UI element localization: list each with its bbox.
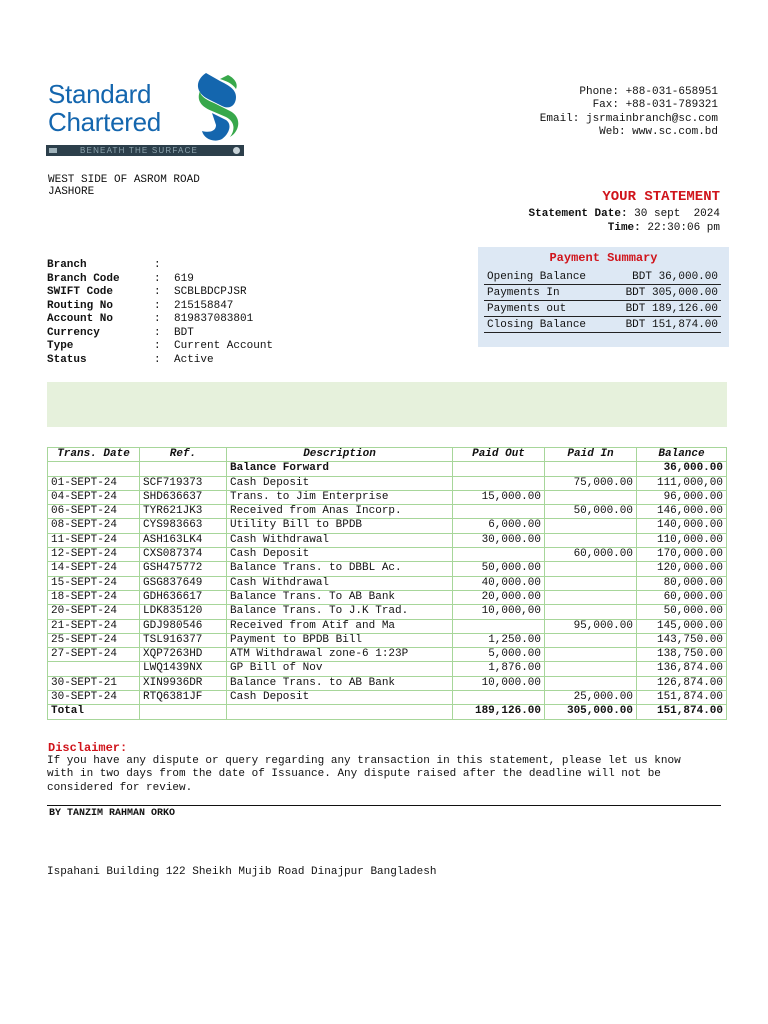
row-paid-out: 1,250.00 xyxy=(453,633,545,647)
table-row xyxy=(48,648,727,662)
total-row xyxy=(48,705,727,719)
row-description: Utility Bill to BPDB xyxy=(227,519,453,533)
row-paid-out: 20,000.00 xyxy=(453,590,545,604)
row-date: 21-SEPT-24 xyxy=(48,619,140,633)
row-ref: GDJ980546 xyxy=(140,619,227,633)
summary-row-in: Payments In BDT 305,000.00 xyxy=(484,285,721,301)
row-date: 30-SEPT-21 xyxy=(48,676,140,690)
row-paid-in xyxy=(545,562,637,576)
row-balance: 170,000.00 xyxy=(637,548,727,562)
row-date: 12-SEPT-24 xyxy=(48,548,140,562)
row-date xyxy=(48,662,140,676)
row-ref: XIN9936DR xyxy=(140,676,227,690)
row-description: Received from Anas Incorp. xyxy=(227,505,453,519)
account-row-account-no: Account No : 819837083801 xyxy=(47,313,254,325)
row-ref: SCF719373 xyxy=(140,476,227,490)
total-paid-in: 305,000.00 xyxy=(545,705,637,719)
row-paid-out: 50,000.00 xyxy=(453,562,545,576)
table-header-row xyxy=(48,448,727,462)
row-paid-out: 30,000.00 xyxy=(453,533,545,547)
row-description: Cash Withdrawal xyxy=(227,533,453,547)
row-balance: 143,750.00 xyxy=(637,633,727,647)
row-description: Trans. to Jim Enterprise xyxy=(227,490,453,504)
row-balance: 50,000.00 xyxy=(637,605,727,619)
transactions-table xyxy=(47,447,727,720)
row-paid-in xyxy=(545,490,637,504)
disclaimer-line-3: considered for review. xyxy=(47,781,193,794)
row-balance: 111,000,00 xyxy=(637,476,727,490)
row-date: 08-SEPT-24 xyxy=(48,519,140,533)
col-header-paid-out: Paid Out xyxy=(453,448,545,462)
col-header-ref: Ref. xyxy=(140,448,227,462)
signed-by: BY TANZIM RAHMAN ORKO xyxy=(49,808,176,819)
row-date: 30-SEPT-24 xyxy=(48,691,140,705)
signature-line xyxy=(47,805,721,806)
statement-time-value: 22:30:06 pm xyxy=(647,222,720,234)
row-paid-in: 75,000.00 xyxy=(545,476,637,490)
row-description: ATM Withdrawal zone-6 1:23P xyxy=(227,648,453,662)
disclaimer-line-1: If you have any dispute or query regarding any transaction in this statement, please let us know xyxy=(47,755,681,767)
row-balance: 146,000.00 xyxy=(637,505,727,519)
row-ref: TSL916377 xyxy=(140,633,227,647)
row-description: Payment to BPDB Bill xyxy=(227,633,453,647)
table-row xyxy=(48,533,727,547)
row-balance: 136,874.00 xyxy=(637,662,727,676)
fax-text: Fax: +88-031-789321 xyxy=(592,99,718,112)
table-row xyxy=(48,519,727,533)
account-row-status: Status : Active xyxy=(47,353,214,366)
row-date: 06-SEPT-24 xyxy=(48,505,140,519)
row-ref: SHD636637 xyxy=(140,490,227,504)
statement-meta xyxy=(529,207,720,235)
disclaimer-line-2: with in two days from the date of Issuance. Any dispute raised after the deadline will not be xyxy=(47,768,661,781)
row-paid-in xyxy=(545,633,637,647)
row-paid-in xyxy=(545,648,637,662)
logo-word-chartered: Chartered xyxy=(48,107,161,137)
statement-date-label: Statement Date: xyxy=(528,208,628,220)
row-description: Balance Trans. to DBBL Ac. xyxy=(227,562,453,576)
row-ref: ASH163LK4 xyxy=(140,533,227,547)
row-paid-out: 10,000,00 xyxy=(453,605,545,619)
logo-tagline: BENEATH THE SURFACE xyxy=(80,146,199,155)
row-ref: LDK835120 xyxy=(140,605,227,619)
row-balance: 80,000.00 xyxy=(637,576,727,590)
row-paid-in: 95,000.00 xyxy=(545,619,637,633)
row-paid-out: 1,876.00 xyxy=(453,662,545,676)
table-row xyxy=(48,691,727,705)
account-row-routing: Routing No : 215158847 xyxy=(47,299,234,312)
table-row xyxy=(48,633,727,647)
bank-logo xyxy=(46,63,244,156)
row-paid-in xyxy=(545,662,637,676)
row-balance: 60,000.00 xyxy=(637,590,727,604)
row-description: Received from Atif and Ma xyxy=(227,619,453,633)
row-ref: XQP7263HD xyxy=(140,648,227,662)
table-row xyxy=(48,562,727,576)
row-description: Balance Trans. To AB Bank xyxy=(227,590,453,604)
table-row xyxy=(48,505,727,519)
table-row xyxy=(48,590,727,604)
row-description: GP Bill of Nov xyxy=(227,662,453,676)
statement-heading: YOUR STATEMENT xyxy=(602,189,720,205)
row-paid-out xyxy=(453,505,545,519)
footer-address: Ispahani Building 122 Sheikh Mujib Road Dinajpur Bangladesh xyxy=(47,866,437,878)
row-date: 01-SEPT-24 xyxy=(48,476,140,490)
account-row-branch: Branch : xyxy=(47,259,161,271)
row-description: Balance Trans. To J.K Trad. xyxy=(227,605,453,619)
payment-summary-title: Payment Summary xyxy=(549,251,658,265)
table-row xyxy=(48,605,727,619)
table-row xyxy=(48,619,727,633)
table-row xyxy=(48,676,727,690)
summary-row-closing: Closing Balance BDT 151,874.00 xyxy=(484,317,721,333)
balance-forward-row xyxy=(48,462,727,476)
row-balance: 138,750.00 xyxy=(637,648,727,662)
payment-summary xyxy=(478,247,729,347)
row-paid-out: 6,000.00 xyxy=(453,519,545,533)
row-date: 04-SEPT-24 xyxy=(48,490,140,504)
row-balance: 145,000.00 xyxy=(637,619,727,633)
table-row xyxy=(48,490,727,504)
row-paid-out xyxy=(453,476,545,490)
account-info xyxy=(47,259,273,367)
table-row xyxy=(48,476,727,490)
account-row-swift: SWIFT Code : SCBLBDCPJSR xyxy=(47,286,247,298)
row-paid-out: 15,000.00 xyxy=(453,490,545,504)
row-ref: CXS087374 xyxy=(140,548,227,562)
row-paid-out: 10,000.00 xyxy=(453,676,545,690)
row-paid-in: 25,000.00 xyxy=(545,691,637,705)
row-date: 14-SEPT-24 xyxy=(48,562,140,576)
contact-block xyxy=(540,86,718,139)
table-row xyxy=(48,548,727,562)
row-paid-out: 40,000.00 xyxy=(453,576,545,590)
row-ref: CYS983663 xyxy=(140,519,227,533)
total-balance: 151,874.00 xyxy=(637,705,727,719)
row-ref: RTQ6381JF xyxy=(140,691,227,705)
summary-row-opening: Opening Balance BDT 36,000.00 xyxy=(484,269,721,285)
account-row-branch-code: Branch Code : 619 xyxy=(47,272,194,285)
row-paid-out xyxy=(453,548,545,562)
row-description: Cash Deposit xyxy=(227,548,453,562)
email-text: Email: jsrmainbranch@sc.com xyxy=(539,112,718,125)
disclaimer-title: Disclaimer: xyxy=(48,741,128,755)
row-balance: 140,000.00 xyxy=(637,519,727,533)
row-paid-out xyxy=(453,691,545,705)
row-ref: GSG837649 xyxy=(140,576,227,590)
row-balance: 120,000.00 xyxy=(637,562,727,576)
highlight-band xyxy=(47,382,727,427)
row-paid-in xyxy=(545,590,637,604)
row-date: 27-SEPT-24 xyxy=(48,648,140,662)
row-paid-in xyxy=(545,605,637,619)
address-line-1: WEST SIDE OF ASROM ROAD xyxy=(48,174,200,186)
row-ref: GDH636617 xyxy=(140,590,227,604)
statement-time-label: Time: xyxy=(607,222,641,234)
statement-date-value: 30 sept 2024 xyxy=(634,208,720,220)
balance-forward-label: Balance Forward xyxy=(227,462,453,476)
col-header-date: Trans. Date xyxy=(48,448,140,462)
row-date: 25-SEPT-24 xyxy=(48,633,140,647)
row-paid-in xyxy=(545,576,637,590)
row-balance: 96,000.00 xyxy=(637,490,727,504)
row-date: 18-SEPT-24 xyxy=(48,590,140,604)
row-date: 20-SEPT-24 xyxy=(48,605,140,619)
logo-tagline-bar xyxy=(46,145,244,156)
row-paid-in: 50,000.00 xyxy=(545,505,637,519)
row-description: Cash Withdrawal xyxy=(227,576,453,590)
table-row xyxy=(48,576,727,590)
row-balance: 126,874.00 xyxy=(637,676,727,690)
logo-mark-icon xyxy=(192,71,242,143)
row-balance: 151,874.00 xyxy=(637,691,727,705)
total-label: Total xyxy=(48,705,140,719)
web-text: Web: www.sc.com.bd xyxy=(599,125,718,138)
col-header-paid-in: Paid In xyxy=(545,448,637,462)
logo-word-standard: Standard xyxy=(48,79,152,109)
row-paid-out xyxy=(453,619,545,633)
account-row-currency: Currency : BDT xyxy=(47,326,194,339)
row-date: 11-SEPT-24 xyxy=(48,533,140,547)
total-paid-out: 189,126.00 xyxy=(453,705,545,719)
disclaimer-text xyxy=(47,755,737,795)
phone-text: Phone: +88-031-658951 xyxy=(579,86,718,98)
row-paid-out: 5,000.00 xyxy=(453,648,545,662)
col-header-description: Description xyxy=(227,448,453,462)
row-date: 15-SEPT-24 xyxy=(48,576,140,590)
row-description: Balance Trans. to AB Bank xyxy=(227,676,453,690)
balance-forward-value: 36,000.00 xyxy=(637,462,727,476)
logo-dot-icon xyxy=(233,147,240,154)
summary-row-out: Payments out BDT 189,126.00 xyxy=(484,301,721,317)
row-ref: TYR621JK3 xyxy=(140,505,227,519)
logo-mini-icon xyxy=(49,148,57,153)
row-paid-in: 60,000.00 xyxy=(545,548,637,562)
row-balance: 110,000.00 xyxy=(637,533,727,547)
row-ref: LWQ1439NX xyxy=(140,662,227,676)
address-line-2: JASHORE xyxy=(48,186,95,198)
row-paid-in xyxy=(545,533,637,547)
col-header-balance: Balance xyxy=(637,448,727,462)
row-description: Cash Deposit xyxy=(227,691,453,705)
table-row xyxy=(48,662,727,676)
row-description: Cash Deposit xyxy=(227,476,453,490)
row-paid-in xyxy=(545,676,637,690)
row-ref: GSH475772 xyxy=(140,562,227,576)
row-paid-in xyxy=(545,519,637,533)
branch-address xyxy=(48,174,200,198)
account-row-type: Type : Current Account xyxy=(47,340,274,352)
